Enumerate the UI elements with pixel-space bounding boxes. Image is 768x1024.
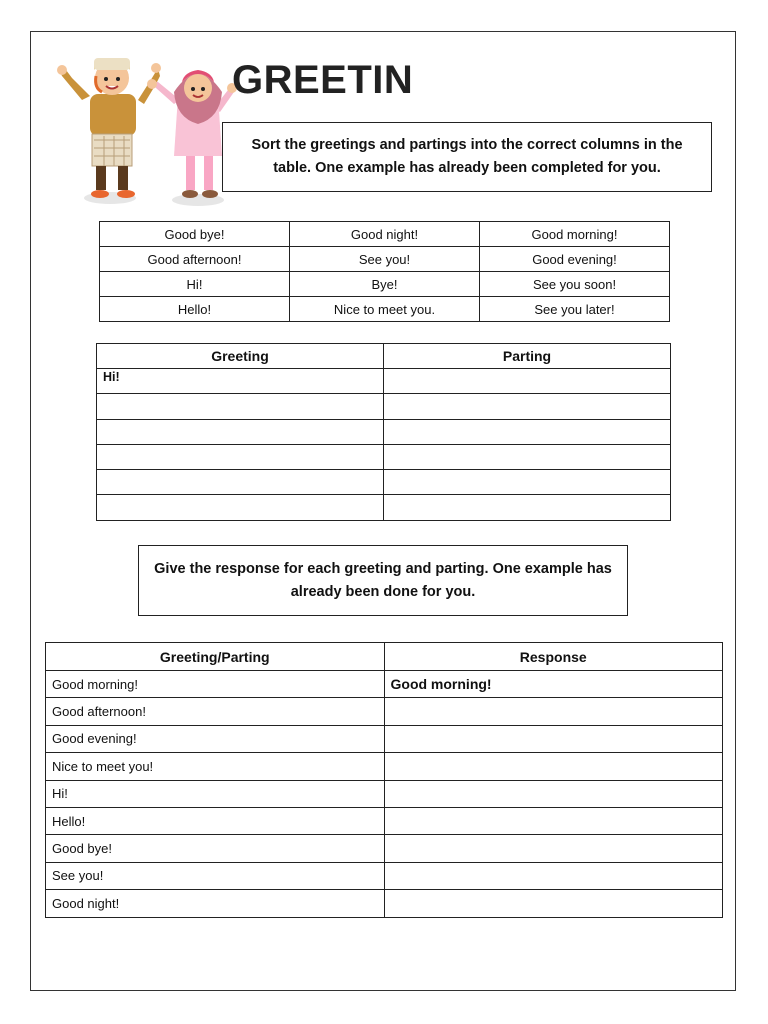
word-bank-cell: Good night! bbox=[290, 222, 480, 247]
table-row bbox=[46, 671, 723, 698]
table-row bbox=[100, 297, 670, 322]
table-row bbox=[97, 444, 671, 469]
table-row bbox=[97, 419, 671, 444]
children-waving-illustration bbox=[52, 48, 242, 216]
greeting-column-header: Greeting bbox=[97, 344, 384, 369]
table-row bbox=[97, 394, 671, 419]
table-header-row bbox=[46, 643, 723, 671]
parting-cell[interactable] bbox=[384, 470, 671, 495]
word-bank-table bbox=[99, 221, 670, 322]
greeting-cell[interactable] bbox=[97, 394, 384, 419]
response-instructions-text: Give the response for each greeting and parting. One example has already been done for you. bbox=[154, 560, 612, 600]
response-cell[interactable] bbox=[384, 890, 723, 917]
parting-cell[interactable] bbox=[384, 369, 671, 394]
greeting-parting-cell: Good evening! bbox=[46, 725, 385, 752]
table-row bbox=[46, 835, 723, 862]
response-column-header: Response bbox=[384, 643, 723, 671]
greeting-cell[interactable] bbox=[97, 419, 384, 444]
greeting-parting-cell: Good night! bbox=[46, 890, 385, 917]
table-row bbox=[97, 470, 671, 495]
table-row bbox=[46, 698, 723, 725]
table-row bbox=[46, 780, 723, 807]
sort-table bbox=[96, 343, 671, 521]
word-bank-cell: Nice to meet you. bbox=[290, 297, 480, 322]
greeting-cell[interactable] bbox=[97, 495, 384, 520]
table-row bbox=[46, 862, 723, 889]
table-row bbox=[46, 753, 723, 780]
greeting-parting-cell: Hi! bbox=[46, 780, 385, 807]
parting-cell[interactable] bbox=[384, 419, 671, 444]
word-bank-cell: Good afternoon! bbox=[100, 247, 290, 272]
table-row bbox=[100, 247, 670, 272]
boy-figure bbox=[57, 58, 161, 204]
greeting-cell[interactable]: Hi! bbox=[97, 369, 384, 394]
greeting-parting-cell: Nice to meet you! bbox=[46, 753, 385, 780]
table-row bbox=[97, 495, 671, 520]
response-instructions-box bbox=[138, 545, 628, 616]
word-bank-cell: See you later! bbox=[480, 297, 670, 322]
word-bank-cell: Good evening! bbox=[480, 247, 670, 272]
response-cell[interactable] bbox=[384, 725, 723, 752]
word-bank-cell: Hello! bbox=[100, 297, 290, 322]
word-bank-cell: See you! bbox=[290, 247, 480, 272]
sort-instructions-box bbox=[222, 122, 712, 192]
table-row bbox=[46, 890, 723, 917]
greeting-cell[interactable] bbox=[97, 470, 384, 495]
greeting-parting-cell: Good afternoon! bbox=[46, 698, 385, 725]
parting-cell[interactable] bbox=[384, 394, 671, 419]
word-bank-cell: Good bye! bbox=[100, 222, 290, 247]
word-bank-cell: See you soon! bbox=[480, 272, 670, 297]
greeting-cell[interactable] bbox=[97, 444, 384, 469]
greeting-parting-cell: Good bye! bbox=[46, 835, 385, 862]
response-cell[interactable]: Good morning! bbox=[384, 671, 723, 698]
word-bank-cell: Bye! bbox=[290, 272, 480, 297]
table-row bbox=[46, 725, 723, 752]
greeting-parting-cell: Good morning! bbox=[46, 671, 385, 698]
table-row bbox=[46, 807, 723, 834]
table-row bbox=[97, 369, 671, 394]
parting-column-header: Parting bbox=[384, 344, 671, 369]
response-cell[interactable] bbox=[384, 835, 723, 862]
parting-cell[interactable] bbox=[384, 495, 671, 520]
response-cell[interactable] bbox=[384, 780, 723, 807]
greeting-parting-cell: See you! bbox=[46, 862, 385, 889]
word-bank-cell: Hi! bbox=[100, 272, 290, 297]
page-title: GREETIN bbox=[232, 58, 414, 102]
response-cell[interactable] bbox=[384, 698, 723, 725]
sort-instructions-text: Sort the greetings and partings into the correct columns in the table. One example has already been completed for you. bbox=[251, 137, 683, 176]
table-header-row bbox=[97, 344, 671, 369]
greeting-parting-column-header: Greeting/Parting bbox=[46, 643, 385, 671]
parting-cell[interactable] bbox=[384, 444, 671, 469]
response-cell[interactable] bbox=[384, 753, 723, 780]
table-row bbox=[100, 272, 670, 297]
table-row bbox=[100, 222, 670, 247]
response-table bbox=[45, 642, 723, 918]
word-bank-cell: Good morning! bbox=[480, 222, 670, 247]
response-cell[interactable] bbox=[384, 862, 723, 889]
response-cell[interactable] bbox=[384, 807, 723, 834]
greeting-parting-cell: Hello! bbox=[46, 807, 385, 834]
